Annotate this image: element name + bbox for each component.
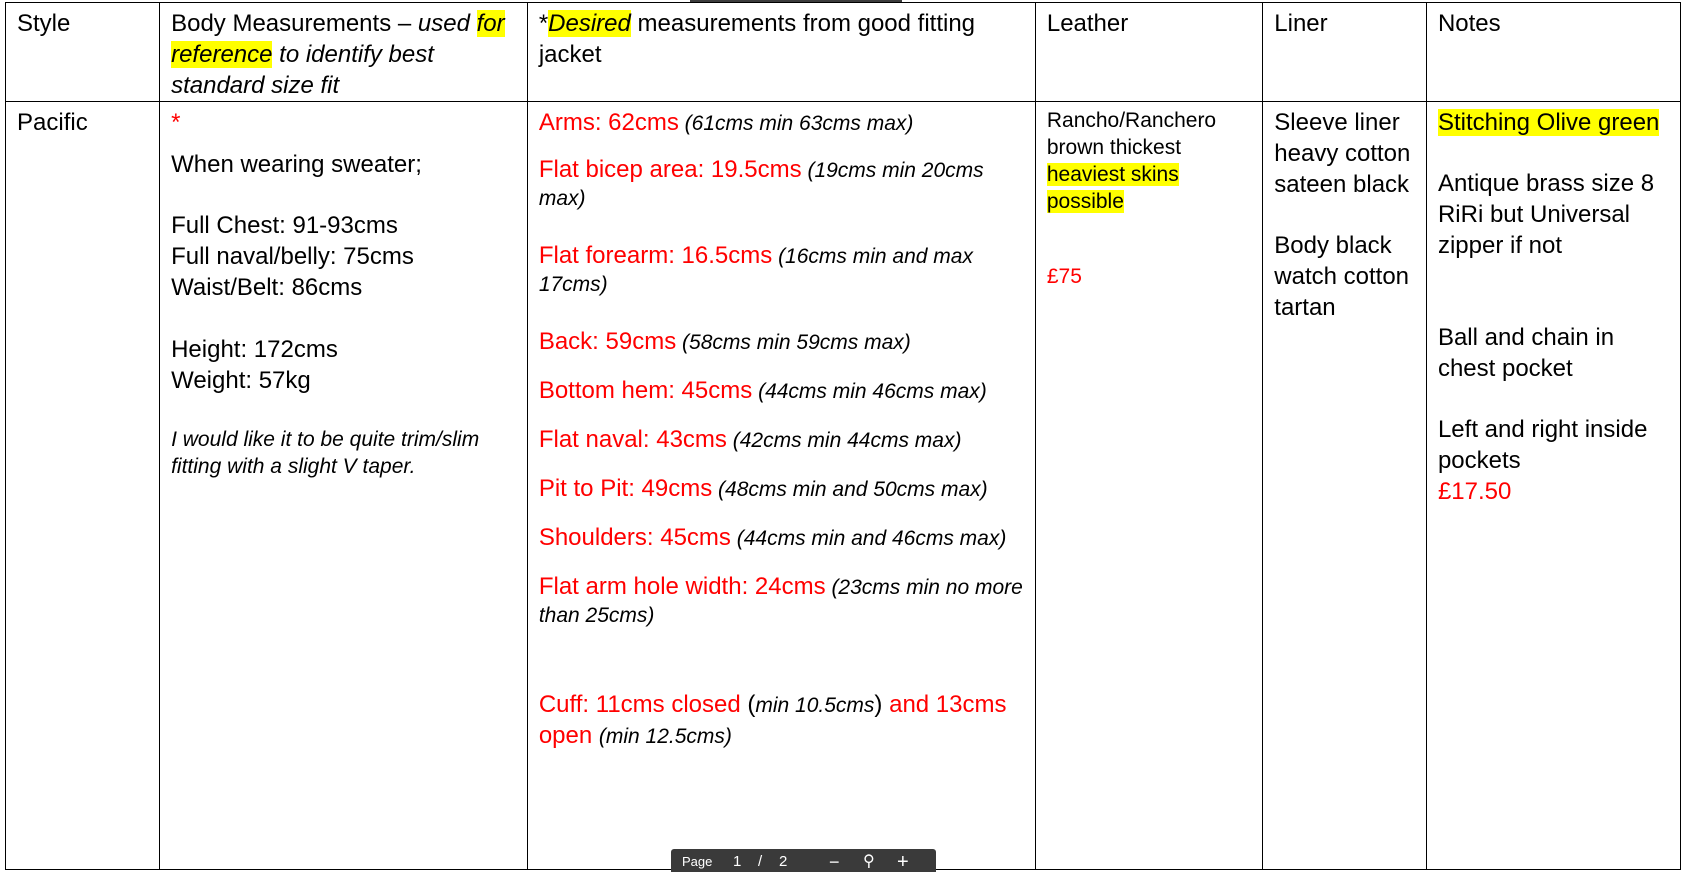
- desired-item: Back: 59cms (58cms min 59cms max): [538, 328, 911, 355]
- zoom-icon[interactable]: ⚲: [863, 853, 875, 870]
- ball-chain-note: Ball and chain in chest pocket: [1437, 324, 1615, 382]
- header-row: [6, 3, 1681, 102]
- desired-item: Pit to Pit: 49cms (48cms min and 50cms max): [538, 475, 988, 502]
- measurement-table: [5, 2, 1681, 870]
- zipper-note: Antique brass size 8 RiRi but Universal zipper if not: [1437, 170, 1655, 259]
- pacific-row: [6, 102, 1681, 870]
- notes-price: £17.50: [1437, 478, 1512, 505]
- header-style: Style: [6, 3, 160, 102]
- style-cell: Pacific: [6, 102, 160, 870]
- sleeve-liner: Sleeve liner heavy cotton sateen black: [1274, 109, 1411, 198]
- desired-item: Bottom hem: 45cms (44cms min 46cms max): [538, 377, 987, 404]
- fit-preference: I would like it to be quite trim/slim fitting with a slight V taper.: [171, 428, 480, 478]
- cuff-measurement: Cuff: 11cms closed (min 10.5cms) and 13cms open (min 12.5cms): [538, 691, 1007, 749]
- pockets-note: Left and right inside pockets: [1437, 416, 1648, 474]
- full-naval: Full naval/belly: 75cms: [171, 243, 414, 270]
- header-body-measurements: Body Measurements – used for reference to identify best standard size fit: [160, 3, 528, 102]
- body-measurements-cell: [160, 102, 528, 870]
- notes-cell: [1426, 102, 1680, 870]
- header-liner: Liner: [1263, 3, 1427, 102]
- weight: Weight: 57kg: [171, 367, 311, 394]
- zoom-in-button[interactable]: +: [897, 851, 909, 872]
- desired-item: Flat forearm: 16.5cms (16cms min and max 17cms): [538, 242, 973, 296]
- body-asterisk: *: [171, 109, 181, 136]
- body-liner: Body black watch cotton tartan: [1274, 232, 1410, 321]
- desired-item: Flat naval: 43cms (42cms min 44cms max): [538, 426, 962, 453]
- desired-item: Flat arm hole width: 24cms (23cms min no more than 25cms): [538, 573, 1023, 627]
- page-label: Page: [682, 854, 713, 869]
- liner-cell: [1263, 102, 1427, 870]
- current-page-input[interactable]: 1: [733, 853, 742, 870]
- wearing-note: When wearing sweater;: [171, 151, 422, 178]
- desired-item: Flat bicep area: 19.5cms (19cms min 20cms max): [538, 156, 984, 210]
- leather-price: £75: [1046, 265, 1082, 288]
- desired-measurements-cell: [527, 102, 1035, 870]
- page-separator: /: [758, 853, 763, 870]
- desired-item: Shoulders: 45cms (44cms min and 46cms max): [538, 524, 1007, 551]
- leather-cell: [1035, 102, 1262, 870]
- total-pages: 2: [779, 853, 788, 870]
- stitching-note: Stitching Olive green: [1437, 109, 1660, 136]
- waist-belt: Waist/Belt: 86cms: [171, 274, 363, 301]
- page-toolbar: [671, 849, 936, 872]
- leather-description: Rancho/Ranchero brown thickest heaviest skins possible: [1046, 109, 1217, 213]
- header-notes: Notes: [1426, 3, 1680, 102]
- height: Height: 172cms: [171, 336, 338, 363]
- zoom-out-button[interactable]: −: [829, 852, 840, 872]
- full-chest: Full Chest: 91-93cms: [171, 212, 398, 239]
- header-leather: Leather: [1035, 3, 1262, 102]
- desired-item: Arms: 62cms (61cms min 63cms max): [538, 109, 914, 136]
- header-desired-measurements: *Desired measurements from good fitting jacket: [527, 3, 1035, 102]
